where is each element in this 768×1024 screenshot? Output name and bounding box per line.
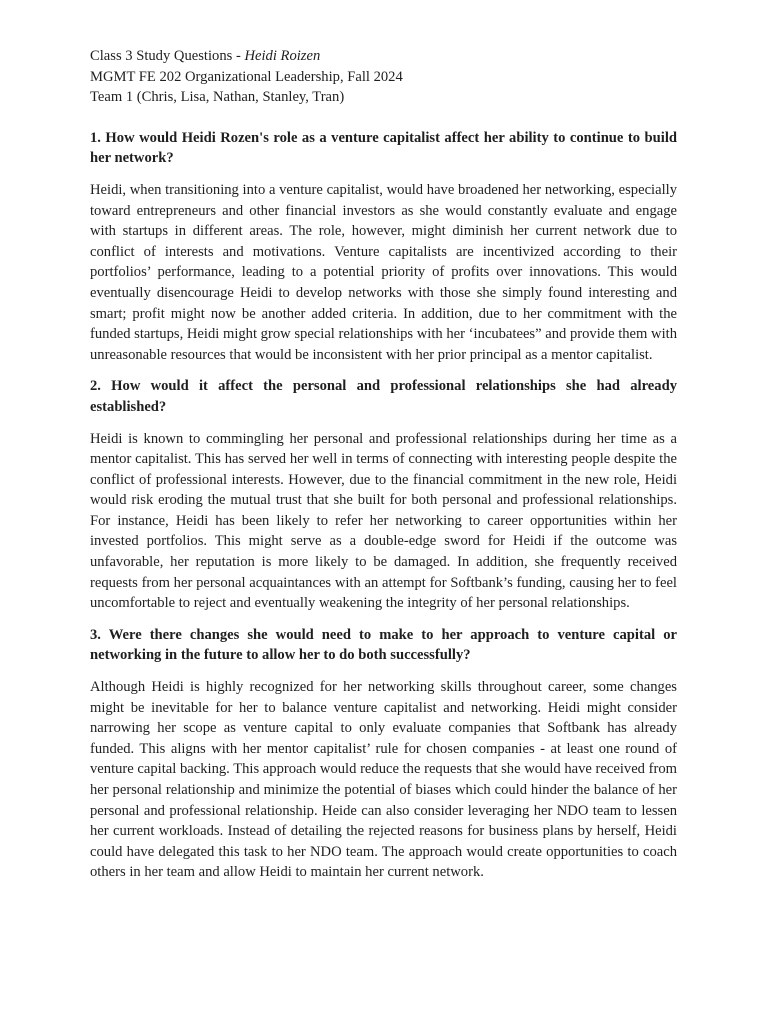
- question-2: 2. How would it affect the personal and professional relationships she had already established?: [90, 378, 677, 415]
- header-course-info: MGMT FE 202 Organizational Leadership, Fall 2024: [90, 68, 403, 85]
- answer-3: Although Heidi is highly recognized for her networking skills throughout career, some changes might be inevitable for her to balance venture capitalist and networking. Heidi might consider narrowing her scope as venture capital to only evaluate companies that Softbank has already funded. This aligns with her mentor capitalist’ rule for chosen companies - at least one round of venture capital backing. This approach would reduce the requests that she would have received from her personal relationship and minimize the potential of biases which could hinder the balance of her personal and professional relationship. Heide can also consider leveraging her NDO team to lessen her current workloads. Instead of detailing the rejected reasons for business plans by herself, Heidi could have delegated this task to her NDO team. The approach would create opportunities to coach others in her team and allow Heidi to maintain her current network.: [90, 679, 677, 881]
- header-team: Team 1 (Chris, Lisa, Nathan, Stanley, Tran): [90, 89, 345, 106]
- header-course-title: [90, 46, 677, 67]
- question-3: 3. Were there changes she would need to make to her approach to venture capital or networking in the future to allow her to do both successfully?: [90, 626, 677, 664]
- document-header: [90, 46, 677, 108]
- answer-1: Heidi, when transitioning into a venture capitalist, would have broadened her networking, especially toward entrepreneurs and other financial investors as she would constantly evaluate and engage with startups in different areas. The role, however, might diminish her current network due to conflict of interests and motivations. Venture capitalists are incentivized according to their portfolios’ performance, leading to a potential priority of profits over innovations. This would eventually disencourage Heidi to develop networks with those she simply found interesting and smart; profit might now be another added criteria. In addition, due to her commitment with the funded startups, Heidi might grow special relationships with her ‘incubatees” and provide them with unreasonable resources that would be inconsistent with her prior principal as a mentor capitalist.: [90, 181, 677, 363]
- question-1: 1. How would Heidi Rozen's role as a venture capitalist affect her ability to continue to build her network?: [90, 129, 677, 167]
- header-title-prefix: Class 3 Study Questions -: [90, 48, 245, 64]
- answer-2: Heidi is known to commingling her personal and professional relationships during her time as a mentor capitalist. This has served her well in terms of connecting with interesting people despite the conflict of professional interests. However, due to the financial commitment in the new role, Heidi would risk eroding the mutual trust that she built for both personal and professional relationships. For instance, Heidi has been likely to refer her networking to career opportunities within her invested portfolios. This might serve as a double-edge sword for Heidi if the outcome was unfavorable, her reputation is more likely to be damaged. In addition, she frequently received requests from her personal acquaintances with an attempt for Softbank’s funding, causing her to feel uncomfortable to reject and eventually weakening the integrity of her personal relationships.: [90, 430, 677, 612]
- document-page: [90, 46, 677, 894]
- header-title-name: Heidi Roizen: [244, 48, 321, 64]
